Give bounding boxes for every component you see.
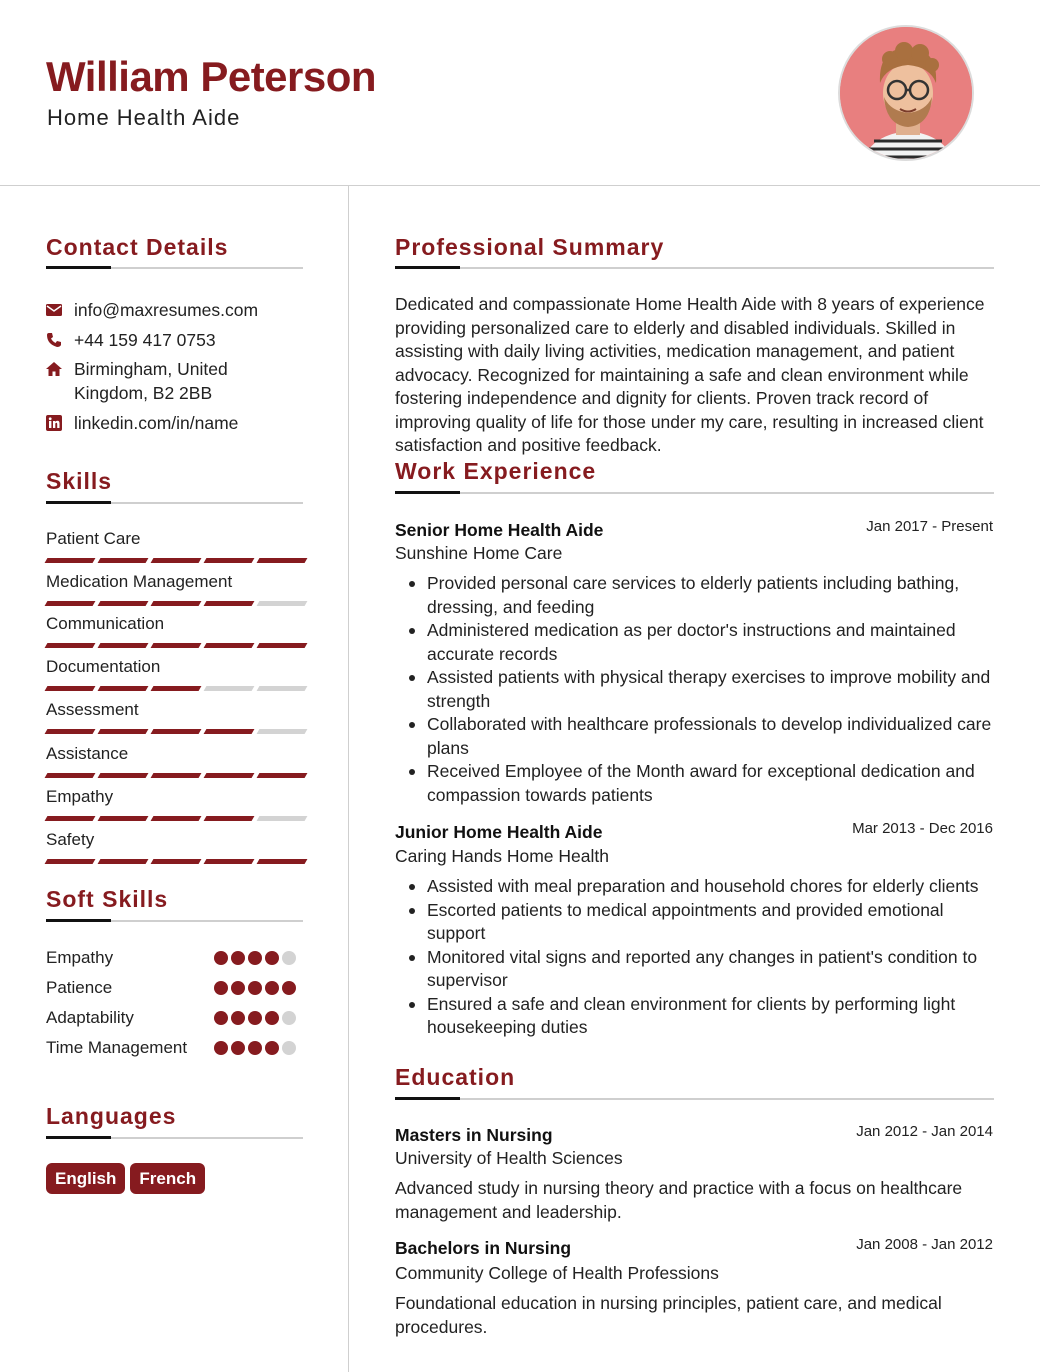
job-1-dates: Jan 2017 - Present: [866, 518, 993, 535]
skill-level-segment: [257, 643, 308, 648]
summary-heading-accent: [395, 266, 460, 269]
job-1-company: Sunshine Home Care: [395, 543, 563, 563]
job-1-bullet: Collaborated with healthcare professionals to develop individualized care plans: [395, 713, 999, 760]
skill-level-segment: [98, 859, 149, 864]
skill-level-segment: [45, 643, 96, 648]
skill-level-bar: [46, 686, 311, 691]
skill-level-segment: [45, 601, 96, 606]
job-2-bullet: Monitored vital signs and reported any changes in patient's condition to supervisor: [395, 946, 999, 993]
skill-level-segment: [204, 729, 255, 734]
skill-level-segment: [151, 859, 202, 864]
skill-level-segment: [98, 773, 149, 778]
job-2-bullet: Ensured a safe and clean environment for clients by performing light housekeeping duties: [395, 993, 999, 1040]
candidate-title: Home Health Aide: [47, 105, 241, 130]
envelope-icon: [46, 302, 62, 318]
skill-level-segment: [257, 558, 308, 563]
rating-dot: [265, 1041, 279, 1055]
experience-heading: Work Experience: [395, 458, 597, 484]
edu-1-school: University of Health Sciences: [395, 1148, 623, 1168]
rating-dot: [282, 981, 296, 995]
skill-level-segment: [45, 859, 96, 864]
rating-dot: [248, 1041, 262, 1055]
edu-2-description: Foundational education in nursing principles, patient care, and medical procedures.: [395, 1293, 942, 1337]
skill-level-segment: [204, 601, 255, 606]
skill-level-bar: [46, 773, 311, 778]
contact-heading-accent: [46, 266, 111, 269]
contact-linkedin-text: linkedin.com/in/name: [74, 413, 239, 433]
rating-dot: [265, 1011, 279, 1025]
skill-level-segment: [151, 643, 202, 648]
job-1-bullet: Administered medication as per doctor's instructions and maintained accurate records: [395, 619, 999, 666]
skill-level-segment: [257, 601, 308, 606]
soft-skill-rating: [214, 951, 299, 965]
skill-label: Empathy: [46, 787, 114, 806]
rating-dot: [265, 981, 279, 995]
skill-level-segment: [98, 601, 149, 606]
profile-photo: [838, 25, 974, 161]
job-2-company: Caring Hands Home Health: [395, 846, 609, 866]
skill-level-segment: [151, 601, 202, 606]
skill-level-segment: [204, 816, 255, 821]
job-2-bullets: [395, 875, 999, 1040]
contact-email-text: info@maxresumes.com: [74, 300, 259, 320]
rating-dot: [248, 1011, 262, 1025]
soft-skill-label: Empathy: [46, 948, 114, 967]
job-1-bullet: Assisted patients with physical therapy exercises to improve mobility and strength: [395, 666, 999, 713]
skill-level-segment: [45, 729, 96, 734]
skill-level-segment: [257, 859, 308, 864]
job-1-bullets: [395, 572, 999, 807]
skill-level-segment: [151, 816, 202, 821]
skill-level-segment: [98, 643, 149, 648]
skill-label: Assistance: [46, 744, 129, 763]
education-heading-accent: [395, 1097, 460, 1100]
skill-level-segment: [257, 816, 308, 821]
soft-skills-heading: Soft Skills: [46, 886, 169, 912]
rating-dot: [214, 1041, 228, 1055]
skill-level-segment: [204, 643, 255, 648]
job-1-bullet: Received Employee of the Month award for exceptional dedication and compassion towards patients: [395, 760, 999, 807]
rating-dot: [265, 951, 279, 965]
edu-2-school: Community College of Health Professions: [395, 1263, 719, 1283]
edu-1-dates: Jan 2012 - Jan 2014: [856, 1123, 993, 1140]
soft-skill-rating: [214, 1011, 299, 1025]
skill-level-segment: [257, 773, 308, 778]
skill-label: Patient Care: [46, 529, 141, 548]
job-2-bullet: Escorted patients to medical appointments and provided emotional support: [395, 899, 999, 946]
soft-skill-rating: [214, 981, 299, 995]
skill-level-segment: [151, 773, 202, 778]
soft-skill-label: Patience: [46, 978, 113, 997]
soft-skill-rating: [214, 1041, 299, 1055]
rating-dot: [214, 1011, 228, 1025]
skill-level-segment: [45, 773, 96, 778]
skill-label: Documentation: [46, 657, 161, 676]
contact-address-text: Birmingham, United Kingdom, B2 2BB: [74, 359, 228, 403]
job-2-bullet: Assisted with meal preparation and household chores for elderly clients: [395, 875, 999, 899]
contact-heading: Contact Details: [46, 234, 229, 260]
languages-heading-accent: [46, 1136, 111, 1139]
rating-dot: [214, 951, 228, 965]
skill-label: Communication: [46, 614, 165, 633]
skill-level-bar: [46, 859, 311, 864]
skill-level-segment: [151, 729, 202, 734]
home-icon: [46, 361, 62, 377]
education-heading-rule: [395, 1098, 994, 1100]
experience-heading-rule: [395, 492, 994, 494]
language-tag-english: English: [46, 1163, 125, 1194]
rating-dot: [282, 1041, 296, 1055]
skill-label: Safety: [46, 830, 95, 849]
contact-email[interactable]: [46, 298, 284, 322]
contact-phone-text: +44 159 417 0753: [74, 330, 216, 350]
skill-level-bar: [46, 643, 311, 648]
skill-level-segment: [45, 558, 96, 563]
job-2-title: Junior Home Health Aide: [395, 822, 603, 842]
candidate-name: William Peterson: [46, 53, 377, 100]
summary-heading-rule: [395, 267, 994, 269]
skills-heading-accent: [46, 501, 111, 504]
skill-level-segment: [98, 686, 149, 691]
rating-dot: [231, 1011, 245, 1025]
skill-level-segment: [204, 859, 255, 864]
language-tags: [46, 1163, 210, 1194]
skill-level-segment: [45, 816, 96, 821]
skill-level-segment: [151, 558, 202, 563]
job-2-dates: Mar 2013 - Dec 2016: [852, 820, 993, 837]
skill-level-segment: [257, 686, 308, 691]
resume-header: [0, 0, 1040, 186]
skill-level-bar: [46, 816, 311, 821]
edu-1-degree: Masters in Nursing: [395, 1125, 553, 1145]
rating-dot: [231, 1041, 245, 1055]
rating-dot: [248, 951, 262, 965]
skill-label: Medication Management: [46, 572, 233, 591]
skill-level-segment: [151, 686, 202, 691]
portrait-illustration: [840, 27, 974, 161]
skill-level-segment: [98, 558, 149, 563]
soft-skill-label: Adaptability: [46, 1008, 134, 1027]
skill-level-segment: [98, 816, 149, 821]
languages-heading: Languages: [46, 1103, 177, 1129]
skill-level-segment: [257, 729, 308, 734]
soft-skills-heading-accent: [46, 919, 111, 922]
linkedin-icon: [46, 415, 62, 431]
skill-level-segment: [45, 686, 96, 691]
summary-text: Dedicated and compassionate Home Health Aide with 8 years of experience providing personalized care to elderly and disabled individuals. Skilled in assisting with daily living activities, medication management, and patient advocacy. Recognized for maintaining a safe and clean environment while fostering independence and dignity for clients. Proven track record of improving quality of life for those under my care, resulting in increased client satisfaction and positive feedback.: [395, 294, 985, 455]
skill-label: Assessment: [46, 700, 139, 719]
contact-linkedin[interactable]: [46, 411, 284, 435]
job-1-bullet: Provided personal care services to elderly patients including bathing, dressing, and feeding: [395, 572, 999, 619]
job-1-title: Senior Home Health Aide: [395, 520, 604, 540]
skill-level-segment: [204, 773, 255, 778]
skill-level-bar: [46, 601, 311, 606]
rating-dot: [231, 951, 245, 965]
edu-2-dates: Jan 2008 - Jan 2012: [856, 1236, 993, 1253]
skill-level-segment: [204, 686, 255, 691]
rating-dot: [231, 981, 245, 995]
summary-heading: Professional Summary: [395, 234, 665, 260]
edu-2-degree: Bachelors in Nursing: [395, 1238, 572, 1258]
skill-level-segment: [98, 729, 149, 734]
column-divider: [348, 186, 349, 1372]
edu-1-description: Advanced study in nursing theory and practice with a focus on healthcare management and leadership.: [395, 1178, 963, 1222]
skill-level-bar: [46, 729, 311, 734]
contact-phone[interactable]: [46, 328, 284, 352]
skill-level-bar: [46, 558, 311, 563]
rating-dot: [248, 981, 262, 995]
skill-level-segment: [204, 558, 255, 563]
rating-dot: [282, 951, 296, 965]
phone-icon: [46, 332, 62, 348]
rating-dot: [214, 981, 228, 995]
education-heading: Education: [395, 1064, 516, 1090]
contact-address: [46, 357, 284, 405]
language-tag-french: French: [130, 1163, 205, 1194]
skills-heading: Skills: [46, 468, 113, 494]
experience-heading-accent: [395, 491, 460, 494]
rating-dot: [282, 1011, 296, 1025]
soft-skill-label: Time Management: [46, 1038, 188, 1057]
